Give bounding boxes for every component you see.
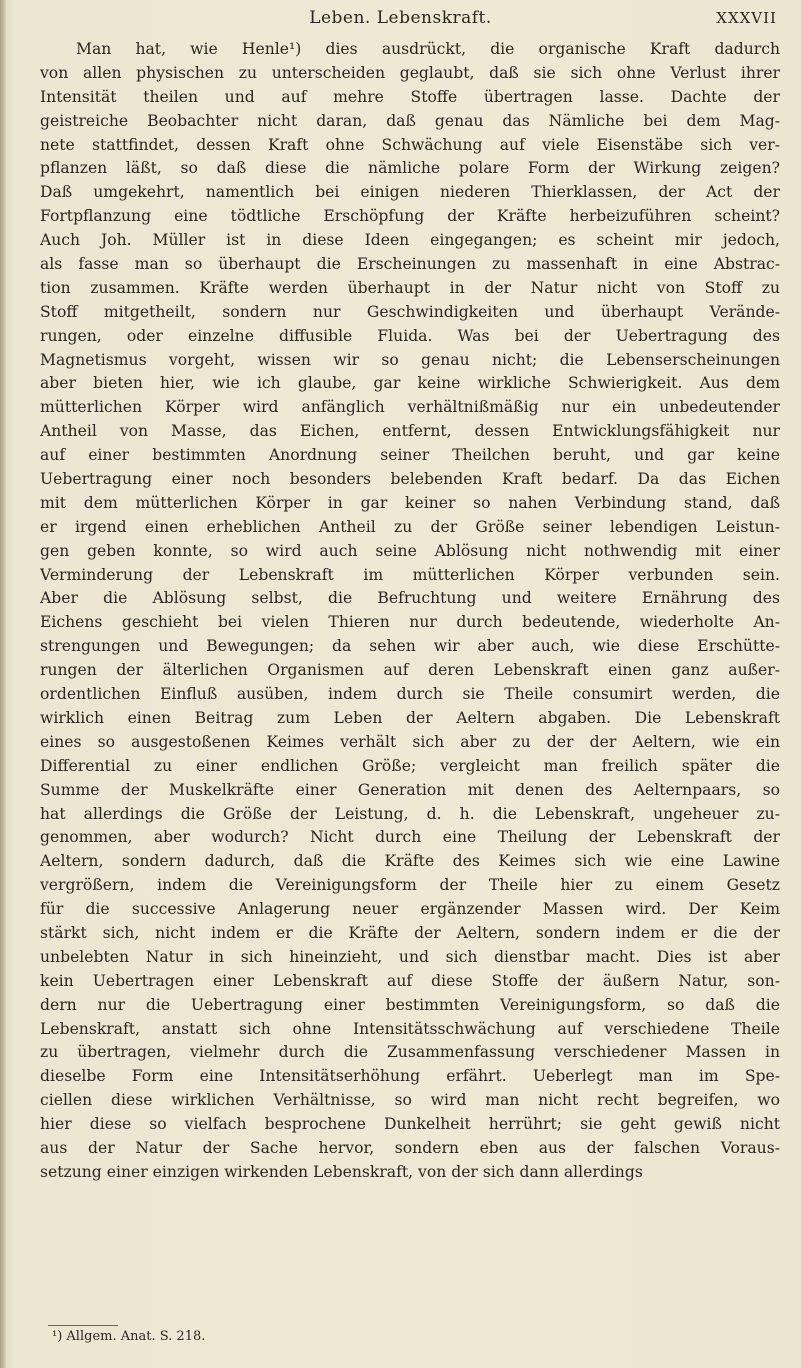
text-line: Differential zu einer endlichen Größe; vergleicht man freilich später die	[40, 756, 780, 775]
text-line: als fasse man so überhaupt die Erscheinungen zu massenhaft in eine Abstrac-	[40, 255, 780, 274]
text-line: rungen der älterlichen Organismen auf deren Lebenskraft einen ganz außer-	[40, 661, 780, 680]
text-line: rungen, oder einzelne diffusible Fluida. Was bei der Uebertragung des	[40, 326, 780, 345]
text-line: dern nur die Uebertragung einer bestimmten Vereinigungsform, so daß die	[40, 995, 780, 1014]
text-line: vergrößern, indem die Vereinigungsform der Theile hier zu einem Gesetz	[40, 876, 780, 895]
text-line: eines so ausgestoßenen Keimes verhält sich aber zu der der Aeltern, wie ein	[40, 732, 780, 751]
text-line: zu übertragen, vielmehr durch die Zusammenfassung verschiedener Massen in	[40, 1043, 780, 1062]
text-line: gen geben konnte, so wird auch seine Ablösung nicht nothwendig mit einer	[40, 541, 780, 560]
text-line: Aber die Ablösung selbst, die Befruchtung und weitere Ernährung des	[40, 589, 780, 608]
text-line: aber bieten hier, wie ich glaube, gar keine wirkliche Schwierigkeit. Aus dem	[40, 374, 780, 393]
text-line: Eichens geschieht bei vielen Thieren nur durch bedeutende, wiederholte An-	[40, 613, 780, 632]
text-line: setzung einer einzigen wirkenden Lebenskraft, von der sich dann allerdings	[40, 1162, 643, 1181]
text-line: Uebertragung einer noch besonders belebenden Kraft bedarf. Da das Eichen	[40, 470, 780, 489]
text-line: Verminderung der Lebenskraft im mütterlichen Körper verbunden sein.	[40, 565, 780, 584]
text-line: von allen physischen zu unterscheiden geglaubt, daß sie sich ohne Verlust ihrer	[40, 63, 780, 82]
page-number: XXXVII	[716, 9, 777, 27]
text-line: Aeltern, sondern dadurch, daß die Kräfte des Keimes sich wie eine Lawine	[40, 852, 780, 871]
text-line: dieselbe Form eine Intensitätserhöhung erfährt. Ueberlegt man im Spe-	[40, 1067, 780, 1086]
text-line: mit dem mütterlichen Körper in gar keiner so nahen Verbindung stand, daß	[40, 493, 780, 512]
text-line: Lebenskraft, anstatt sich ohne Intensitätsschwächung auf verschiedene Theile	[40, 1019, 780, 1038]
text-line: unbelebten Natur in sich hineinzieht, und sich dienstbar macht. Dies ist aber	[40, 947, 780, 966]
text-line: hier diese so vielfach besprochene Dunkelheit herrührt; sie geht gewiß nicht	[40, 1115, 780, 1134]
text-line: aus der Natur der Sache hervor, sondern eben aus der falschen Voraus-	[40, 1138, 780, 1157]
text-line: Antheil von Masse, das Eichen, entfernt, dessen Entwicklungsfähigkeit nur	[40, 422, 780, 441]
text-line: nete stattfindet, dessen Kraft ohne Schwächung auf viele Eisenstäbe sich ver-	[40, 135, 780, 154]
text-line: ciellen diese wirklichen Verhältnisse, so wird man nicht recht begreifen, wo	[40, 1091, 780, 1110]
footnote: ¹) Allgem. Anat. S. 218.	[52, 1329, 206, 1344]
text-line: Summe der Muskelkräfte einer Generation mit denen des Aelternpaars, so	[40, 780, 780, 799]
text-line: tion zusammen. Kräfte werden überhaupt in der Natur nicht von Stoff zu	[40, 278, 780, 297]
text-line: ordentlichen Einfluß ausüben, indem durch sie Theile consumirt werden, die	[40, 685, 780, 704]
footnote-rule	[48, 1325, 118, 1326]
running-title: Leben. Lebenskraft.	[309, 8, 492, 28]
text-line: Auch Joh. Müller ist in diese Ideen eingegangen; es scheint mir jedoch,	[40, 231, 780, 250]
text-line: für die successive Anlagerung neuer ergänzender Massen wird. Der Keim	[40, 900, 780, 919]
body-text	[40, 38, 780, 1185]
text-line: stärkt sich, nicht indem er die Kräfte der Aeltern, sondern indem er die der	[40, 923, 780, 942]
text-line: hat allerdings die Größe der Leistung, d. h. die Lebenskraft, ungeheuer zu-	[40, 804, 780, 823]
text-line: auf einer bestimmten Anordnung seiner Theilchen beruht, und gar keine	[40, 446, 780, 465]
text-line: Daß umgekehrt, namentlich bei einigen niederen Thierklassen, der Act der	[40, 183, 780, 202]
text-line: pflanzen läßt, so daß diese die nämliche polare Form der Wirkung zeigen?	[40, 159, 780, 178]
text-line: wirklich einen Beitrag zum Leben der Aeltern abgaben. Die Lebenskraft	[40, 708, 780, 727]
text-line: Stoff mitgetheilt, sondern nur Geschwindigkeiten und überhaupt Verände-	[40, 302, 780, 321]
text-line: kein Uebertragen einer Lebenskraft auf diese Stoffe der äußern Natur, son-	[40, 971, 780, 990]
text-line: Man hat, wie Henle¹) dies ausdrückt, die organische Kraft dadurch	[76, 40, 780, 58]
text-line: geistreiche Beobachter nicht daran, daß genau das Nämliche bei dem Mag-	[40, 111, 780, 130]
page-binding-edge	[0, 0, 6, 1368]
running-header	[0, 6, 801, 34]
text-line: strengungen und Bewegungen; da sehen wir aber auch, wie diese Erschütte-	[40, 637, 780, 656]
text-line: genommen, aber wodurch? Nicht durch eine Theilung der Lebenskraft der	[40, 828, 780, 847]
text-line: Magnetismus vorgeht, wissen wir so genau nicht; die Lebenserscheinungen	[40, 350, 780, 369]
text-line: mütterlichen Körper wird anfänglich verhältnißmäßig nur ein unbedeutender	[40, 398, 780, 417]
text-line: Intensität theilen und auf mehre Stoffe übertragen lasse. Dachte der	[40, 87, 780, 106]
text-line: Fortpflanzung eine tödtliche Erschöpfung der Kräfte herbeizuführen scheint?	[40, 207, 780, 226]
text-line: er irgend einen erheblichen Antheil zu der Größe seiner lebendigen Leistun-	[40, 517, 780, 536]
